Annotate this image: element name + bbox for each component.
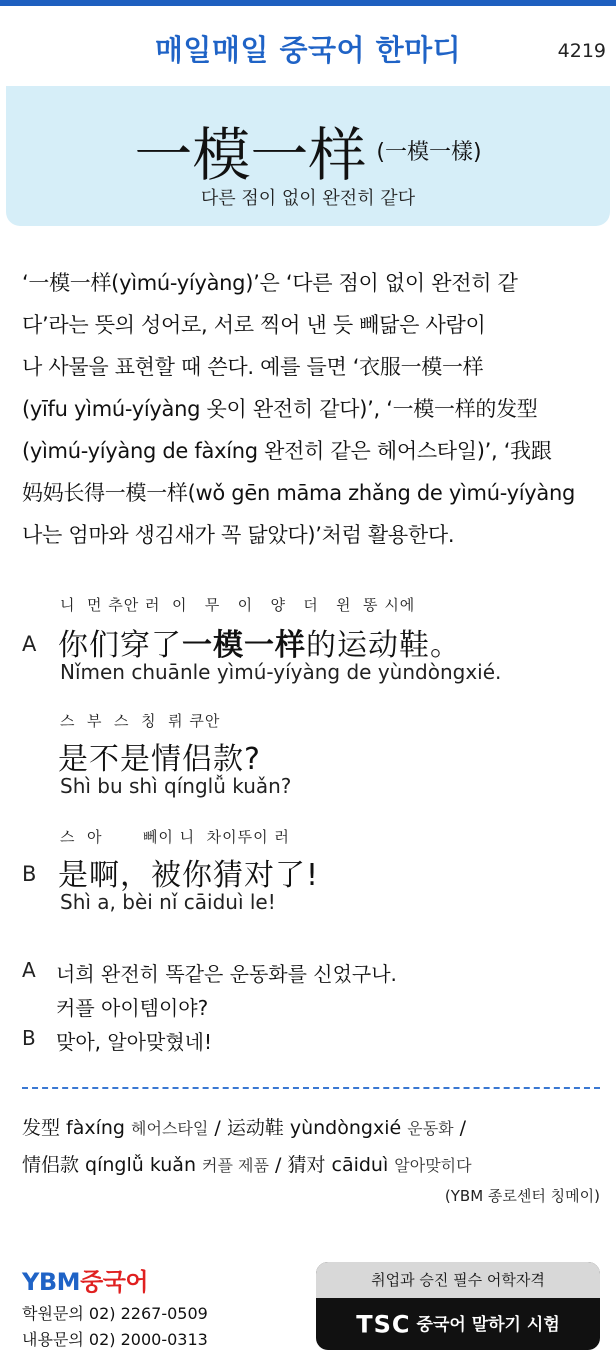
sentence-highlight: 一模一样 xyxy=(182,628,306,663)
vocabulary-line xyxy=(22,1110,607,1147)
translation-text: 너희 완전히 똑같은 운동화를 신었구나. xyxy=(56,962,397,986)
footer-contact xyxy=(22,1262,208,1353)
explanation-line: 妈妈长得一模一样(wǒ gēn māma zhǎng de yìmú-yíyàng xyxy=(22,481,576,505)
explanation-paragraph xyxy=(22,262,604,556)
explanation-line: ‘一模一样(yìmú-yíyàng)’은 ‘다른 점이 없이 완전히 같 xyxy=(22,271,518,295)
vocab-separator: / xyxy=(268,1154,288,1176)
vocab-word: 猜对 cāiduì xyxy=(287,1154,389,1176)
sentence-part: 的运动鞋。 xyxy=(306,628,461,663)
vocab-word: 发型 fàxíng xyxy=(22,1117,125,1139)
vocab-meaning: 헤어스타일 xyxy=(131,1119,209,1138)
translation-row xyxy=(0,992,616,1026)
speaker-label: A xyxy=(22,958,36,982)
logo-latin: YBM xyxy=(22,1268,81,1296)
tsc-logo: TSC xyxy=(356,1310,411,1339)
chinese-sentence xyxy=(58,620,461,664)
vocab-separator: / xyxy=(453,1117,467,1139)
explanation-line: (yìmú-yíyàng de fàxíng 완전히 같은 헤어스타일)’, ‘我跟 xyxy=(22,439,552,463)
pronunciation-guide: 니 먼 추안 러 이 무 이 양 더 윈 똥 시에 xyxy=(60,596,416,614)
vocabulary-line xyxy=(22,1147,607,1184)
speaker-label: A xyxy=(22,632,37,656)
tsc-name: 중국어 말하기 시험 xyxy=(416,1314,560,1335)
vocab-meaning: 알아맞히다 xyxy=(394,1156,472,1175)
translation-row xyxy=(0,1026,616,1060)
sentence-part: 你们穿了 xyxy=(58,628,182,663)
series-title: 매일매일 중국어 한마디 xyxy=(154,33,462,67)
author-credit: (YBM 종로센터 칭메이) xyxy=(444,1187,600,1205)
tsc-title xyxy=(316,1298,600,1350)
vocab-word: 情侣款 qínglǚ kuǎn xyxy=(22,1154,196,1176)
translation-row xyxy=(0,958,616,992)
pronunciation-guide: 스 부 스 칭 뤼 쿠안 xyxy=(60,712,221,730)
explanation-line: 나는 엄마와 생김새가 꼭 닮았다)’처럼 활용한다. xyxy=(22,523,455,547)
explanation-line: 다’라는 뜻의 성어로, 서로 찍어 낸 듯 빼닮은 사람이 xyxy=(22,313,486,337)
contact-content: 내용문의 02) 2000-0313 xyxy=(22,1330,208,1349)
ybm-logo xyxy=(22,1262,208,1297)
idiom-simplified: 一模一样 xyxy=(134,121,367,189)
idiom-headline xyxy=(6,108,610,192)
explanation-line: (yīfu yìmú-yíyàng 옷이 완전히 같다)’, ‘一模一样的发型 xyxy=(22,397,538,421)
contact-academy: 학원문의 02) 2267-0509 xyxy=(22,1304,208,1323)
chinese-sentence xyxy=(58,734,261,778)
sentence-part: 是啊，被你猜对了! xyxy=(58,858,320,893)
pinyin-line: Nǐmen chuānle yìmú-yíyàng de yùndòngxié. xyxy=(60,660,502,684)
vocab-meaning: 운동화 xyxy=(407,1119,454,1138)
sentence-part: 是不是情侣款? xyxy=(58,742,261,777)
vocab-word: 运动鞋 yùndòngxié xyxy=(226,1117,402,1139)
chinese-sentence xyxy=(58,850,319,894)
translation-text: 맞아, 알아맞혔네! xyxy=(56,1030,212,1054)
speaker-label: B xyxy=(22,1026,36,1050)
issue-number: 4219 xyxy=(557,40,606,62)
translation-text: 커플 아이템이야? xyxy=(56,996,209,1020)
idiom-box xyxy=(6,86,610,226)
idiom-meaning: 다른 점이 없이 완전히 같다 xyxy=(200,188,416,209)
idiom-traditional: (一模一樣) xyxy=(376,139,482,165)
tsc-banner[interactable] xyxy=(316,1262,600,1350)
pronunciation-guide: 스 아 뻬이 니 차이뚜이 러 xyxy=(60,828,290,846)
logo-korean: 중국어 xyxy=(80,1268,149,1296)
vocab-separator: / xyxy=(208,1117,227,1139)
dashed-divider xyxy=(22,1087,600,1089)
pinyin-line: Shì bu shì qínglǚ kuǎn? xyxy=(60,774,292,798)
speaker-label: B xyxy=(22,862,37,886)
vocab-meaning: 커플 제품 xyxy=(202,1156,269,1175)
header xyxy=(0,6,616,86)
tsc-tagline: 취업과 승진 필수 어학자격 xyxy=(316,1262,600,1298)
explanation-line: 나 사물을 표현할 때 쓴다. 예를 들면 ‘衣服一模一样 xyxy=(22,355,484,379)
vocabulary-list xyxy=(22,1110,607,1184)
pinyin-line: Shì a, bèi nǐ cāiduì le! xyxy=(60,890,276,914)
